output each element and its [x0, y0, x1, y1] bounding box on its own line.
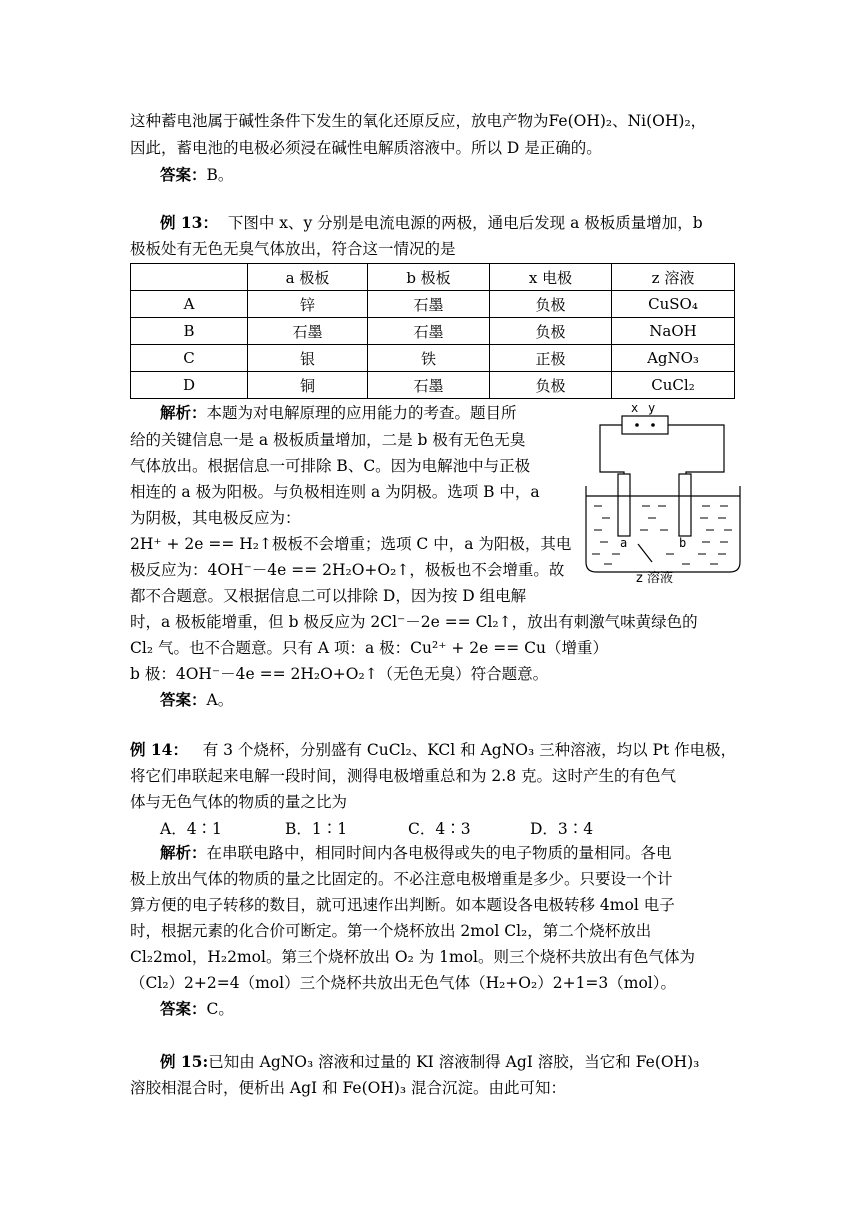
table-cell: C [131, 345, 248, 372]
label-z-solution: z 溶液 [636, 571, 673, 586]
answer-label: 答案： [160, 165, 207, 184]
analysis-text: 本题为对电解原理的应用能力的考查。题目所 [206, 404, 517, 422]
table-cell: 石墨 [248, 318, 368, 345]
electrolysis-diagram [582, 402, 742, 590]
table-row [131, 291, 735, 318]
right-wire [668, 425, 724, 474]
analysis-line: 2H⁺ + 2e == H₂↑极板不会增重；选项 C 中，a 为阳极，其电 [130, 535, 572, 553]
table-cell: 负极 [490, 372, 612, 399]
answer-value: B。 [206, 166, 234, 184]
table-cell: 石墨 [368, 291, 490, 318]
analysis-label: 解析： [160, 843, 207, 862]
terminal-y-dot [651, 423, 655, 427]
answer-line [160, 690, 233, 710]
options-table [130, 263, 735, 399]
table-row [131, 372, 735, 399]
table-row [131, 318, 735, 345]
table-header-row [131, 264, 735, 291]
choice-b: B．1∶1 [285, 820, 348, 838]
analysis-line: 算方便的电子转移的数目，就可迅速作出判断。如本题设各电极转移 4mol 电子 [130, 896, 675, 914]
analysis-line: 极上放出气体的物质的量之比固定的。不必注意电极增重是多少。只要设一个计 [130, 870, 673, 888]
analysis-line: 时，a 极板能增重，但 b 极反应为 2Cl⁻－2e == Cl₂↑，放出有刺激气味黄绿色的 [130, 613, 698, 631]
example-label: 例 13： [160, 213, 218, 232]
question-text: 已知由 AgNO₃ 溶液和过量的 KI 溶液制得 AgI 溶胶，当它和 Fe(OH)₃ [208, 1053, 700, 1071]
choice-a: A．4∶1 [160, 820, 222, 838]
table-cell: B [131, 318, 248, 345]
label-x: x [631, 402, 639, 415]
left-wire [600, 425, 624, 474]
paragraph-line: 因此，蓄电池的电极必须浸在碱性电解质溶液中。所以 D 是正确的。 [130, 139, 602, 157]
analysis-line: 气体放出。根据信息一可排除 B、C。因为电解池中与正极 [130, 457, 531, 475]
table-cell: A [131, 291, 248, 318]
analysis-text: 在串联电路中，相同时间内各电极得或失的电子物质的量相同。各电 [206, 844, 672, 862]
example-label: 例 15: [160, 1052, 209, 1071]
analysis-line: 给的关键信息一是 a 极板质量增加，二是 b 极有无色无臭 [130, 431, 526, 449]
table-cell: 正极 [490, 345, 612, 372]
answer-value: A。 [206, 691, 234, 709]
table-cell: 石墨 [368, 318, 490, 345]
table-header-cell: b 极板 [368, 264, 490, 291]
question-line: 将它们串联起来电解一段时间，测得电极增重总和为 2.8 克。这时产生的有色气 [130, 767, 677, 785]
question-line [160, 213, 703, 233]
electrode-a [618, 474, 630, 536]
analysis-line: 极反应为：4OH⁻－4e == 2H₂O+O₂↑，极板也不会增重。故 [130, 561, 565, 579]
choice-c: C．4∶3 [408, 820, 471, 838]
analysis-line: 为阴极，其电极反应为： [130, 509, 301, 527]
table-cell: 铜 [248, 372, 368, 399]
table-header-cell [131, 264, 248, 291]
analysis-label: 解析： [160, 403, 207, 422]
paragraph-line: 这种蓄电池属于碱性条件下发生的氧化还原反应，放电产物为Fe(OH)₂、Ni(OH)₂， [130, 112, 707, 130]
power-source-box [622, 416, 668, 434]
choice-d: D．3∶4 [530, 820, 594, 838]
question-line: 体与无色气体的物质的量之比为 [130, 793, 348, 811]
table-cell: CuCl₂ [612, 372, 735, 399]
table-header-cell: a 极板 [248, 264, 368, 291]
answer-label: 答案： [160, 690, 207, 709]
table-cell: 石墨 [368, 372, 490, 399]
table-cell: 银 [248, 345, 368, 372]
solution-pointer [638, 544, 652, 562]
table-cell: 负极 [490, 318, 612, 345]
question-line: 极板处有无色无臭气体放出，符合这一情况的是 [130, 240, 456, 258]
analysis-line: 时，根据元素的化合价可断定。第一个烧杯放出 2mol Cl₂，第二个烧杯放出 [130, 922, 652, 940]
analysis-line: Cl₂ 气。也不合题意。只有 A 项：a 极：Cu²⁺ + 2e == Cu（增重） [130, 639, 608, 657]
table-header-cell: x 电极 [490, 264, 612, 291]
table-cell: 铁 [368, 345, 490, 372]
question-line [160, 1052, 699, 1072]
analysis-line [160, 843, 672, 863]
question-line: 溶胶相混合时，便析出 AgI 和 Fe(OH)₃ 混合沉淀。由此可知： [130, 1079, 567, 1097]
answer-line [160, 165, 233, 185]
table-cell: D [131, 372, 248, 399]
analysis-line: 相连的 a 极为阳极。与负极相连则 a 为阴极。选项 B 中，a [130, 483, 540, 501]
electrode-b [679, 474, 691, 536]
table-header-cell: z 溶液 [612, 264, 735, 291]
question-text: 下图中 x、y 分别是电流电源的两极，通电后发现 a 极板质量增加，b [227, 214, 703, 232]
analysis-line: 都不合题意。又根据信息二可以排除 D，因为按 D 组电解 [130, 587, 527, 605]
example-label: 例 14： [130, 740, 188, 759]
analysis-line: Cl₂2mol，H₂2mol。第三个烧杯放出 O₂ 为 1mol。则三个烧杯共放出有色气体为 [130, 948, 696, 966]
beaker [586, 486, 740, 572]
table-cell: AgNO₃ [612, 345, 735, 372]
table-row [131, 345, 735, 372]
terminal-x-dot [635, 423, 639, 427]
table-cell: 锌 [248, 291, 368, 318]
analysis-line: b 极：4OH⁻－4e == 2H₂O+O₂↑（无色无臭）符合题意。 [130, 665, 549, 683]
label-y: y [648, 402, 656, 415]
table-cell: 负极 [490, 291, 612, 318]
answer-label: 答案： [160, 999, 207, 1018]
label-a: a [620, 536, 628, 550]
table-cell: NaOH [612, 318, 735, 345]
analysis-line [160, 403, 517, 423]
answer-line [160, 999, 234, 1019]
label-b: b [679, 536, 687, 550]
liquid-pattern [592, 506, 732, 564]
table-cell: CuSO₄ [612, 291, 735, 318]
analysis-line: （Cl₂）2+2=4（mol）三个烧杯共放出无色气体（H₂+O₂）2+1=3（mol）。 [130, 974, 677, 992]
question-text: 有 3 个烧杯，分别盛有 CuCl₂、KCl 和 AgNO₃ 三种溶液，均以 Pt 作电极， [202, 741, 737, 759]
question-line [130, 740, 736, 760]
answer-value: C。 [206, 1000, 234, 1018]
